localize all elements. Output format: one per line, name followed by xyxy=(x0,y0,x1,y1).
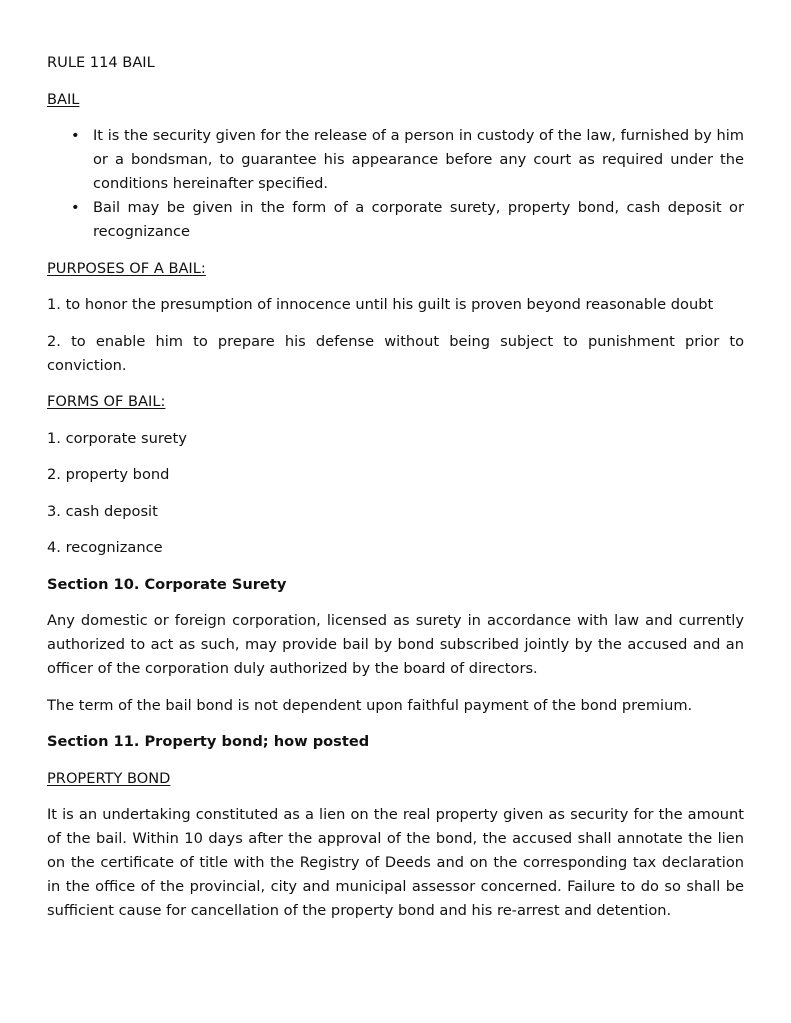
bullet-icon: • xyxy=(71,127,80,144)
rule-title: RULE 114 BAIL xyxy=(47,54,155,71)
bullet-text: Bail may be given in the form of a corporate surety, property bond, cash deposit or recognizance xyxy=(93,199,744,240)
purposes-heading: PURPOSES OF A BAIL: xyxy=(47,259,206,277)
form-item: 1. corporate surety xyxy=(47,429,187,447)
form-item: 2. property bond xyxy=(47,466,170,483)
section-11-heading: Section 11. Property bond; how posted xyxy=(47,733,370,750)
form-item: 3. cash deposit xyxy=(47,502,158,520)
property-bond-paragraph: It is an undertaking constituted as a lien on the real property given as security for the amount of the bail. Within 10 days after the approval of the bond, the accused shall annotate the lien on the certificate of title with the Registry of Deeds and on the corresponding tax declaration in the office of the provincial, city and municipal assessor concerned. Failure to do so shall be sufficient cause for cancellation of the property bond and his re-arrest and detention. xyxy=(47,806,744,919)
bail-heading: BAIL xyxy=(47,90,80,108)
section-10-paragraph: The term of the bail bond is not dependent upon faithful payment of the bond premium. xyxy=(47,696,693,714)
list-item xyxy=(47,196,744,244)
forms-heading: FORMS OF BAIL: xyxy=(47,393,166,410)
purpose-item: 1. to honor the presumption of innocence until his guilt is proven beyond reasonable doubt xyxy=(47,296,714,313)
bail-definition-list xyxy=(47,124,744,244)
section-10-paragraph: Any domestic or foreign corporation, licensed as surety in accordance with law and currently authorized to act as such, may provide bail by bond subscribed jointly by the accused and an officer of the corporation duly authorized by the board of directors. xyxy=(47,612,744,677)
section-10-heading: Section 10. Corporate Surety xyxy=(47,575,287,593)
property-bond-heading: PROPERTY BOND xyxy=(47,769,171,787)
bullet-icon: • xyxy=(71,199,80,216)
document-page xyxy=(47,51,744,936)
purpose-item: 2. to enable him to prepare his defense without being subject to punishment prior to conviction. xyxy=(47,332,744,374)
bullet-text: It is the security given for the release of a person in custody of the law, furnished by him or a bondsman, to guarantee his appearance before any court as required under the conditions hereinafter specified. xyxy=(93,127,744,192)
list-item xyxy=(47,124,744,196)
form-item: 4. recognizance xyxy=(47,539,163,556)
